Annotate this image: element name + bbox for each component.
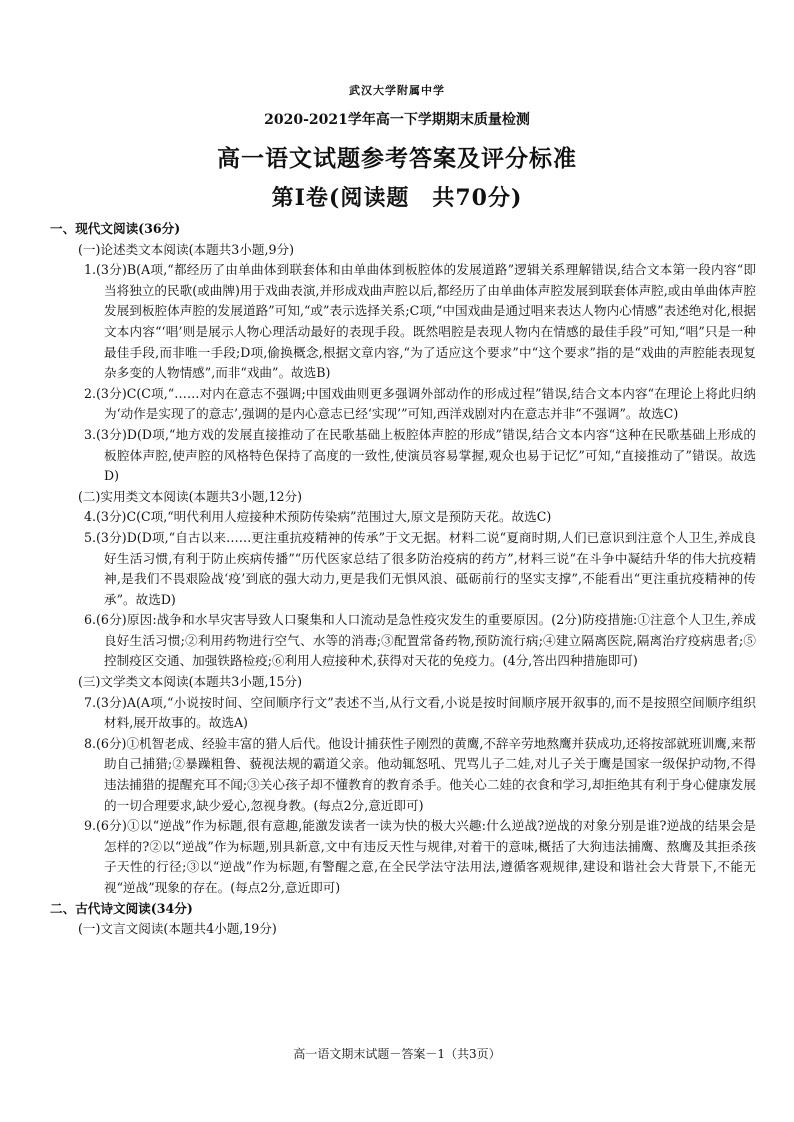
answer-item: 2.(3分)C(C项,“……对内在意志不强调;中国戏曲则更多强调外部动作的形成过程”错误,结合文本内容“在理论上将此归纳为‘动作是实现了的意志’,强调的是内心意志已经‘实现’”可知,西洋戏剧对内在意志并非“不强调”。故选C) — [84, 385, 756, 422]
school-name: 武汉大学附属中学 — [349, 84, 445, 97]
answer-item: 4.(3分)C(C项,“明代利用人痘接种术预防传染病”范围过大,原文是预防天花。故选C) — [84, 509, 552, 525]
subsection-heading: (一)文言文阅读(本题共4小题,19分) — [78, 921, 277, 937]
answer-item: 5.(3分)D(D项,“自古以来……更注重抗疫精神的传承”于文无据。材料二说“夏商时期,人们已意识到注意个人卫生,养成良好生活习惯,有利于防止疾病传播”“历代医家总结了很多防治疫病的药方”,材料三说“在斗争中凝结升华的伟大抗疫精神,是我们不畏艰险战‘疫’到底的强大动力,更是我们无惧风浪、砥砺前行的坚实支撑”,不能看出“更注重抗疫精神的传承”。故选D) — [84, 529, 756, 607]
answer-body — [50, 219, 756, 940]
answer-item: 7.(3分)A(A项,“小说按时间、空间顺序行文”表述不当,从行文看,小说是按时间顺序展开叙事的,而不是按照空间顺序组织材料,展开故事的。故选A) — [84, 694, 756, 731]
answer-item: 8.(6分)①机智老成、经验丰富的猎人后代。他设计捕获性子刚烈的黄鹰,不辞辛劳地熬鹰并获成功,还将按部就班训鹰,来帮助自己捕猎;②暴躁粗鲁、藐视法规的霸道父亲。他动辄怒吼、咒骂儿子二娃,对儿子关于鹰是国家一级保护动物,不得违法捕猎的提醒充耳不闻;③关心孩子却不懂教育的教育杀手。他关心二娃的衣食和学习,却拒绝其有利于身心健康发展的一切合理要求,缺少爱心,忽视身教。(每点2分,意近即可) — [84, 735, 756, 813]
answer-item: 1.(3分)B(A项,“都经历了由单曲体到联套体和由单曲体到板腔体的发展道路”逻辑关系理解错误,结合文本第一段内容“即当将独立的民歌(或曲牌)用于戏曲表演,并形成戏曲声腔以后,都经历了由单曲体声腔发展到联套体声腔,或由单曲体声腔发展到板腔体声腔的发展道路”可知,“或”表示选择关系;C项,“中国戏曲是通过唱来表达人物内心情感”表述绝对化,根据文本内容“‘唱’则是展示人物心理活动最好的表现手段。既然唱腔是表现人物内在情感的最佳手段”可知,“唱”只是一种最佳手段,而非唯一手段;D项,偷换概念,根据文章内容,“为了适应这个要求”中“这个要求”指的是“戏曲的声腔能表现复杂多变的人物情感”,而非“戏曲”。故选B) — [84, 262, 756, 381]
answer-item: 3.(3分)D(D项,“地方戏的发展直接推动了在民歌基础上板腔体声腔的形成”错误,结合文本内容“这种在民歌基础上形成的板腔体声腔,使声腔的风格特色保持了高度的一致性,使演员容易掌握,观众也易于记忆”可知,“直接推动了”错误。故选D) — [84, 426, 756, 484]
subsection-heading: (一)论述类文本阅读(本题共3小题,9分) — [78, 241, 294, 257]
page-title: 高一语文试题参考答案及评分标准 — [217, 145, 577, 172]
answer-item: 6.(6分)原因:战争和水旱灾害导致人口聚集和人口流动是急性疫灾发生的重要原因。(2分)防疫措施:①注意个人卫生,养成良好生活习惯;②利用药物进行空气、水等的消毒;③配置常备药物,预防流行病;④建立隔离医院,隔离治疗疫病患者;⑤控制疫区交通、加强铁路检疫;⑥利用人痘接种术,获得对天花的免疫力。(4分,答出四种措施即可) — [84, 612, 756, 669]
page-footer: 高一语文期末试题－答案－1（共3页） — [293, 1047, 501, 1061]
answer-item: 9.(6分)①以“逆战”作为标题,很有意趣,能激发读者一读为快的极大兴趣:什么逆战?逆战的对象分别是谁?逆战的结果会是怎样的?②以“逆战”作为标题,别具新意,文中有违反天性与规律,对着干的意味,概括了大狗违法捕鹰、熬鹰及其拒杀孩子天性的行径;③以“逆战”作为标题,有警醒之意,在全民学法守法用法,遵循客观规律,建设和谐社会大背景下,不能无视“逆战”现象的存在。(每点2分,意近即可) — [84, 818, 756, 895]
exam-title: 2020-2021学年高一下学期期末质量检测 — [264, 112, 530, 128]
volume-heading: 第Ⅰ卷(阅读题 共70分) — [271, 185, 523, 211]
subsection-heading: (三)文学类文本阅读(本题共3小题,15分) — [78, 674, 303, 690]
section-heading: 一、现代文阅读(36分) — [50, 221, 181, 236]
subsection-heading: (二)实用类文本阅读(本题共3小题,12分) — [78, 488, 303, 504]
section-heading: 二、古代诗文阅读(34分) — [50, 900, 193, 916]
